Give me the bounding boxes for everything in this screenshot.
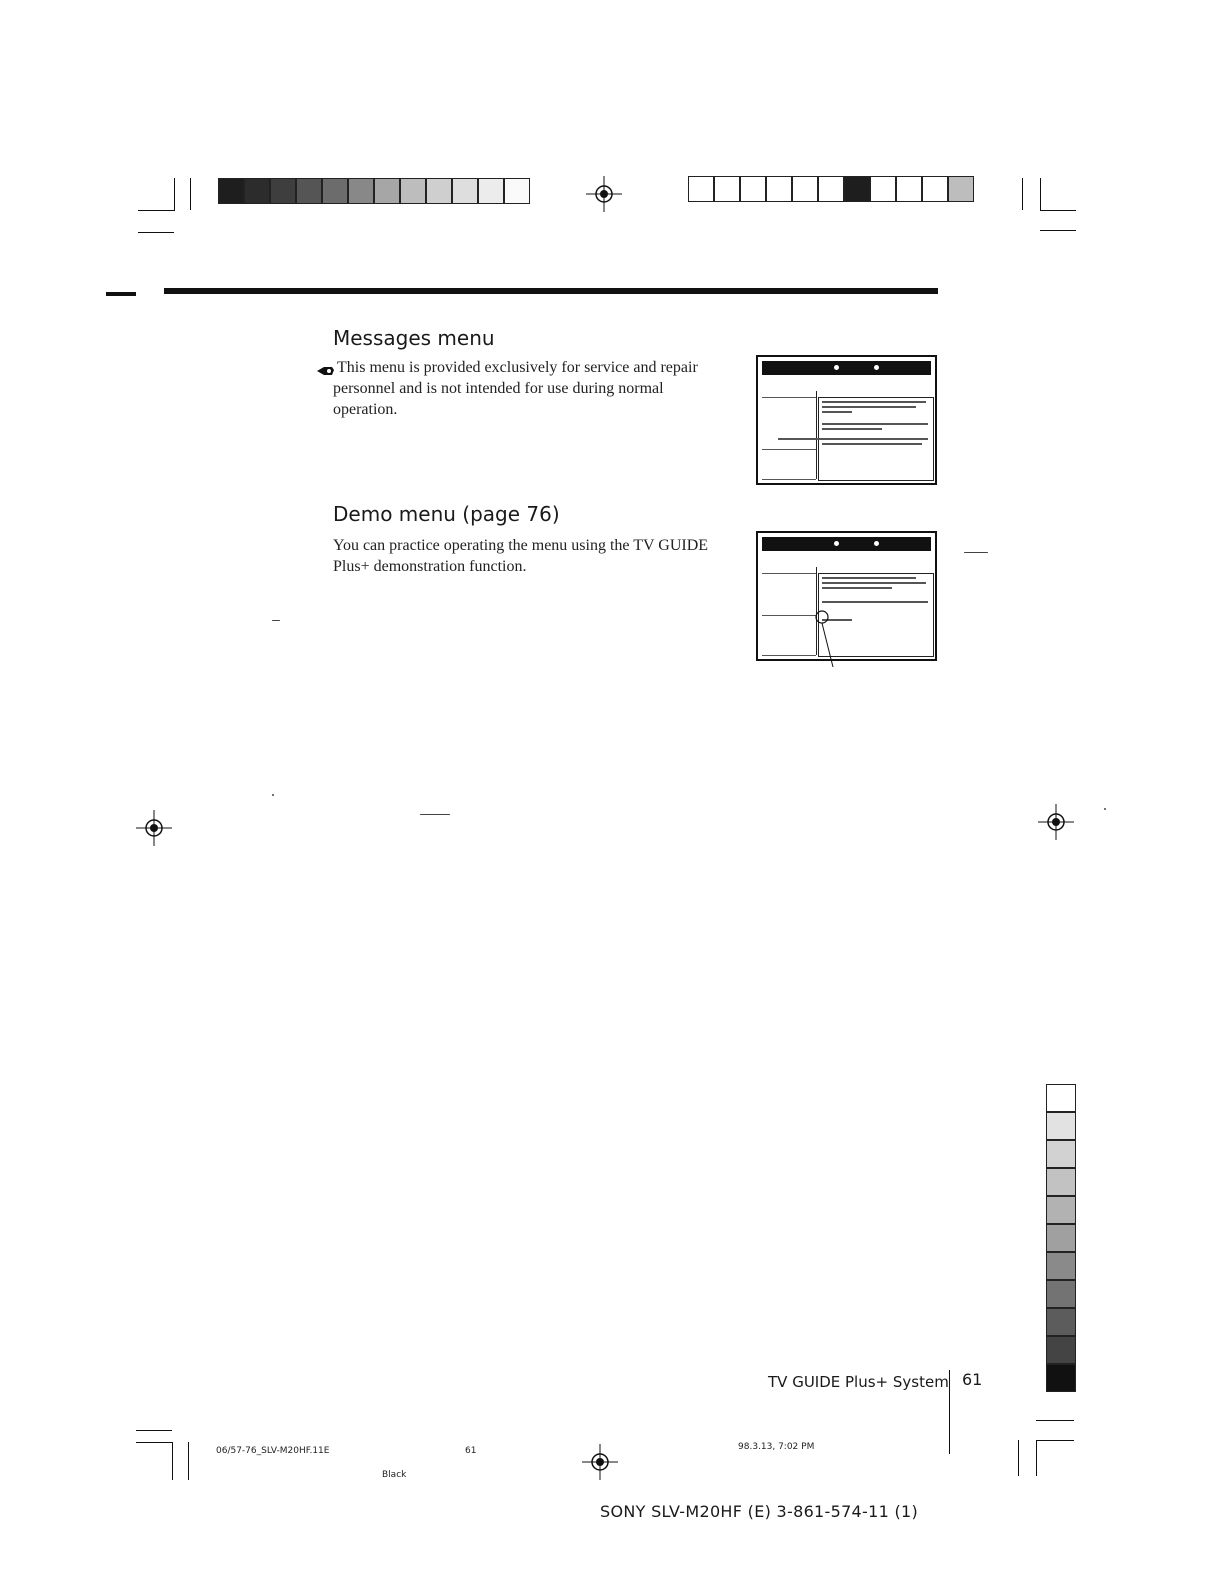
color-swatch [1046, 1336, 1076, 1364]
screen-rule [762, 397, 816, 398]
indicator-dot [874, 541, 879, 546]
crop-mark-top-right-h2 [1040, 230, 1076, 231]
color-swatch [478, 178, 504, 204]
color-swatch [504, 178, 530, 204]
screen-rule [762, 449, 816, 450]
scan-speck [1104, 808, 1106, 810]
screen-text-line [822, 401, 926, 403]
messages-menu-screen-illustration [756, 355, 937, 485]
color-swatch [270, 178, 296, 204]
screen-top-bar [762, 537, 931, 551]
file-name: 06/57-76_SLV-M20HF.11E [216, 1446, 330, 1456]
color-swatch [1046, 1364, 1076, 1392]
color-swatch [1046, 1224, 1076, 1252]
registration-mark-icon [1038, 804, 1074, 840]
color-swatch [922, 176, 948, 202]
screen-text-line [822, 582, 926, 584]
color-swatch [740, 176, 766, 202]
color-swatch [452, 178, 478, 204]
screen-text-line [822, 577, 916, 579]
screen-divider [816, 391, 817, 479]
indicator-dot [834, 541, 839, 546]
registration-mark-icon [136, 810, 172, 846]
color-swatch [1046, 1308, 1076, 1336]
color-swatch [1046, 1084, 1076, 1112]
demo-menu-title: Demo menu (page 76) [333, 502, 560, 526]
page-number: 61 [962, 1370, 983, 1389]
screen-text-line [822, 411, 852, 413]
scan-speck [420, 814, 450, 815]
color-swatch [426, 178, 452, 204]
registration-mark-icon [582, 1444, 618, 1480]
crop-mark-top-right-v [1022, 178, 1023, 210]
indicator-dot [834, 365, 839, 370]
color-swatch [400, 178, 426, 204]
color-swatch [1046, 1112, 1076, 1140]
color-swatch [1046, 1140, 1076, 1168]
screen-text-line [822, 428, 882, 430]
color-swatch [688, 176, 714, 202]
crop-mark-bottom-left-h [136, 1430, 172, 1431]
color-bar-top-right [688, 176, 974, 202]
color-swatch [870, 176, 896, 202]
crop-mark-top-right-h [1040, 210, 1076, 211]
print-timestamp: 98.3.13, 7:02 PM [738, 1442, 815, 1452]
footer-divider [949, 1370, 950, 1454]
crop-mark-bottom-right-v2 [1036, 1440, 1037, 1476]
indicator-dot [874, 365, 879, 370]
screen-text-line [778, 438, 928, 440]
color-swatch [296, 178, 322, 204]
screen-rule [762, 615, 816, 616]
screen-text-line [822, 443, 922, 445]
crop-mark-top-left-h2 [138, 232, 174, 233]
color-swatch [766, 176, 792, 202]
color-bar-top-left [218, 178, 530, 204]
crop-mark-bottom-left-v2 [188, 1442, 189, 1480]
color-swatch [348, 178, 374, 204]
scan-speck [272, 794, 274, 796]
pointer-callout-icon [813, 609, 843, 669]
color-swatch [714, 176, 740, 202]
crop-mark-top-right-v2 [1040, 178, 1041, 210]
crop-mark-top-left-v2 [190, 178, 191, 210]
crop-mark-bottom-right-h [1036, 1420, 1074, 1421]
color-swatch [844, 176, 870, 202]
crop-mark-bottom-left-v [172, 1442, 173, 1480]
color-swatch [1046, 1280, 1076, 1308]
footer-section-name: TV GUIDE Plus+ System [768, 1373, 949, 1391]
color-swatch [1046, 1196, 1076, 1224]
color-swatch [1046, 1168, 1076, 1196]
screen-text-line [822, 406, 916, 408]
screen-top-bar [762, 361, 931, 375]
messages-menu-body: This menu is provided exclusively for service and repair personnel and is not intended for use during normal operation. [333, 359, 698, 418]
header-rule-left [106, 292, 136, 296]
color-swatch [218, 178, 244, 204]
scan-speck [272, 620, 280, 621]
color-swatch [374, 178, 400, 204]
demo-menu-screen-illustration [756, 531, 937, 661]
color-swatch [896, 176, 922, 202]
color-swatch [1046, 1252, 1076, 1280]
screen-rule [762, 573, 816, 574]
screen-rule [762, 479, 816, 480]
color-swatch [322, 178, 348, 204]
screen-text-line [822, 587, 892, 589]
screen-rule [762, 655, 816, 656]
color-bar-right [1046, 1084, 1076, 1392]
crop-mark-bottom-left-h2 [136, 1442, 172, 1443]
color-label: Black [382, 1470, 407, 1480]
scan-speck [964, 552, 988, 553]
screen-text-line [822, 601, 928, 603]
demo-menu-body: You can practice operating the menu using the TV GUIDE Plus+ demonstration function. [333, 537, 709, 575]
product-code: SONY SLV-M20HF (E) 3-861-574-11 (1) [600, 1502, 919, 1521]
file-page: 61 [465, 1446, 477, 1456]
header-rule [164, 288, 938, 294]
crop-mark-top-left-h [138, 210, 175, 211]
crop-mark-bottom-right-h2 [1036, 1440, 1074, 1441]
messages-menu-title: Messages menu [333, 326, 495, 350]
color-swatch [244, 178, 270, 204]
color-swatch [792, 176, 818, 202]
color-swatch [948, 176, 974, 202]
color-swatch [818, 176, 844, 202]
crop-mark-top-left-v [174, 178, 175, 210]
screen-text-line [822, 423, 928, 425]
registration-mark-icon [586, 176, 622, 212]
crop-mark-bottom-right-v [1018, 1440, 1019, 1476]
